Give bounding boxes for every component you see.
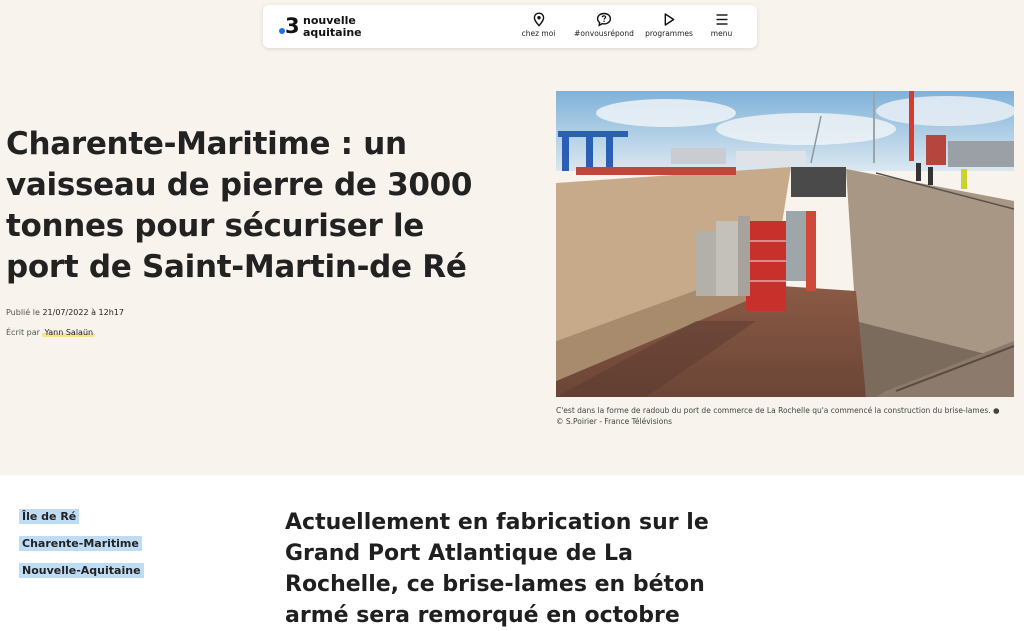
article-lede: Actuellement en fabrication sur le Grand Port Atlantique de La Rochelle, ce brise-lames en béton armé sera remorqué en octobre <box>285 510 709 628</box>
nav-label: programmes <box>645 29 693 38</box>
tag-ile-de-re[interactable]: Île de Ré <box>19 509 79 524</box>
published-prefix: Publié le <box>6 308 40 317</box>
logo-number: 3 <box>285 14 300 38</box>
publication-date <box>6 308 124 317</box>
byline <box>6 328 95 337</box>
logo-text <box>303 15 362 39</box>
article-photo[interactable] <box>556 91 1014 397</box>
site-header <box>263 5 757 48</box>
logo-line2: aquitaine <box>303 26 362 39</box>
published-date: 21/07/2022 à 12h17 <box>42 308 124 317</box>
play-icon <box>662 12 676 27</box>
nav-menu[interactable] <box>704 12 739 44</box>
location-pin-icon <box>532 12 546 27</box>
logo-line1: nouvelle <box>303 14 356 27</box>
tag-nouvelle-aquitaine[interactable]: Nouvelle-Aquitaine <box>19 563 144 578</box>
article-title: Charente-Maritime : un vaisseau de pierre de 3000 tonnes pour sécuriser le port de Saint-Martin-de Ré <box>6 126 473 285</box>
author-link[interactable]: Yann Salaün <box>44 328 94 337</box>
hamburger-menu-icon <box>715 12 729 27</box>
nav-programmes[interactable] <box>643 12 695 44</box>
nav-onvousrepond[interactable] <box>573 12 635 44</box>
photo-caption: C'est dans la forme de radoub du port de commerce de La Rochelle qu'a commencé la construction du brise-lames. ● © S.Poirier - France Télévisions <box>556 406 1000 426</box>
author-prefix: Écrit par <box>6 328 40 337</box>
nav-chez-moi[interactable] <box>516 12 561 44</box>
france3-nouvelle-aquitaine-logo[interactable] <box>279 14 369 40</box>
tag-charente-maritime[interactable]: Charente-Maritime <box>19 536 142 551</box>
dry-dock-construction-photo <box>556 91 1014 397</box>
nav-label: chez moi <box>521 29 556 38</box>
nav-label: #onvousrépond <box>574 29 634 38</box>
nav-label: menu <box>710 29 733 38</box>
chat-bubble-icon <box>596 12 612 27</box>
